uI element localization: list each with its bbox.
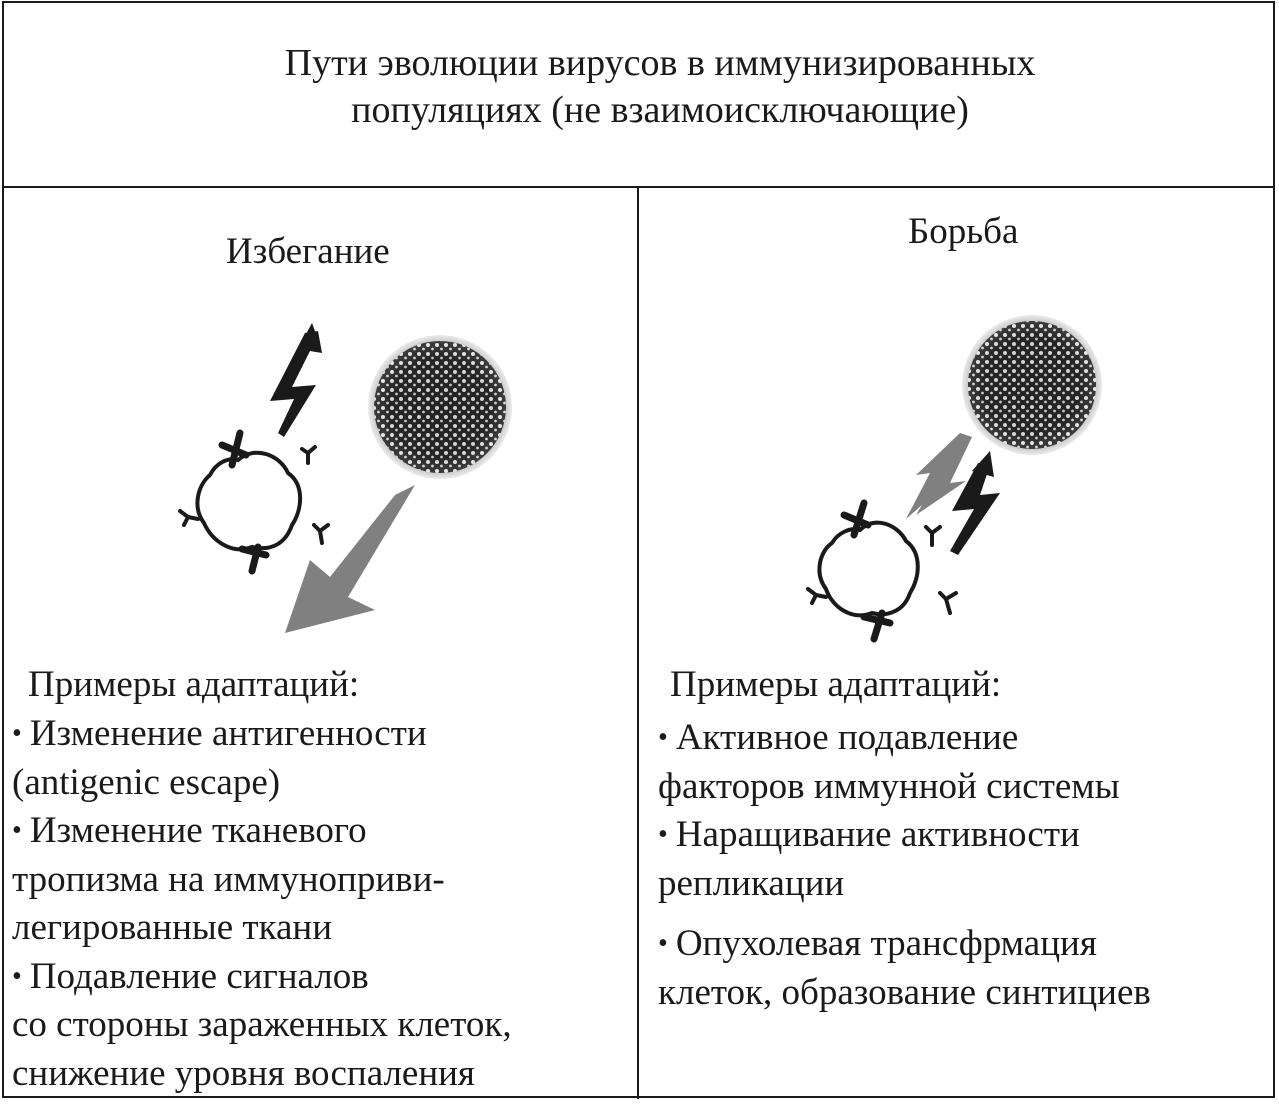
bullet-icon: • <box>658 928 668 959</box>
list-item: • Опухолевая трансфрмация <box>658 923 1097 964</box>
list-item: тропизма на иммуноприви- <box>12 858 445 900</box>
avoidance-heading: Избегание <box>226 231 390 272</box>
immune-cell-icon <box>819 523 917 616</box>
combat-heading: Борьба <box>908 211 1019 252</box>
avoidance-illustration <box>20 315 620 645</box>
bullet-icon: • <box>12 960 22 992</box>
combat-examples-heading: Примеры адаптаций: <box>670 664 1002 705</box>
list-item: • Подавление сигналов <box>12 955 369 997</box>
figure-title <box>40 40 1279 134</box>
gray-arrow-icon <box>285 485 415 633</box>
list-item: клеток, образование синтициев <box>658 971 1151 1013</box>
title-line-2: популяциях (не взаимоисключающие) <box>351 89 969 131</box>
immune-cell-icon <box>197 453 300 550</box>
combat-illustration <box>660 305 1260 645</box>
combat-examples-list <box>658 714 1151 1017</box>
list-item: • Активное подавление <box>658 717 1019 758</box>
bullet-icon: • <box>12 718 22 749</box>
list-item: факторов иммунной системы <box>658 765 1120 807</box>
bullet-icon: • <box>12 815 22 846</box>
list-item: снижение уровня воспаления <box>12 1052 475 1094</box>
virus-particle-icon <box>962 315 1102 455</box>
list-item: легированные ткани <box>12 907 333 948</box>
virus-particle-icon <box>368 335 512 479</box>
bullet-icon: • <box>658 819 668 850</box>
lightning-arrow-icon <box>270 323 322 437</box>
list-item: репликации <box>658 862 845 904</box>
list-item: (antigenic escape) <box>12 761 281 803</box>
avoidance-examples-heading: Примеры адаптаций: <box>28 664 360 705</box>
bullet-icon: • <box>658 722 668 753</box>
avoidance-examples-list <box>12 710 512 1098</box>
list-item: • Изменение антигенности <box>12 713 427 754</box>
list-item: со стороны зараженных клеток, <box>12 1004 512 1045</box>
list-item: • Изменение тканевого <box>12 810 367 851</box>
list-item: • Наращивание активности <box>658 814 1080 855</box>
title-line-1: Пути эволюции вирусов в иммунизированных <box>284 42 1036 84</box>
column-divider <box>637 187 639 1099</box>
antibody-icon <box>180 447 328 543</box>
